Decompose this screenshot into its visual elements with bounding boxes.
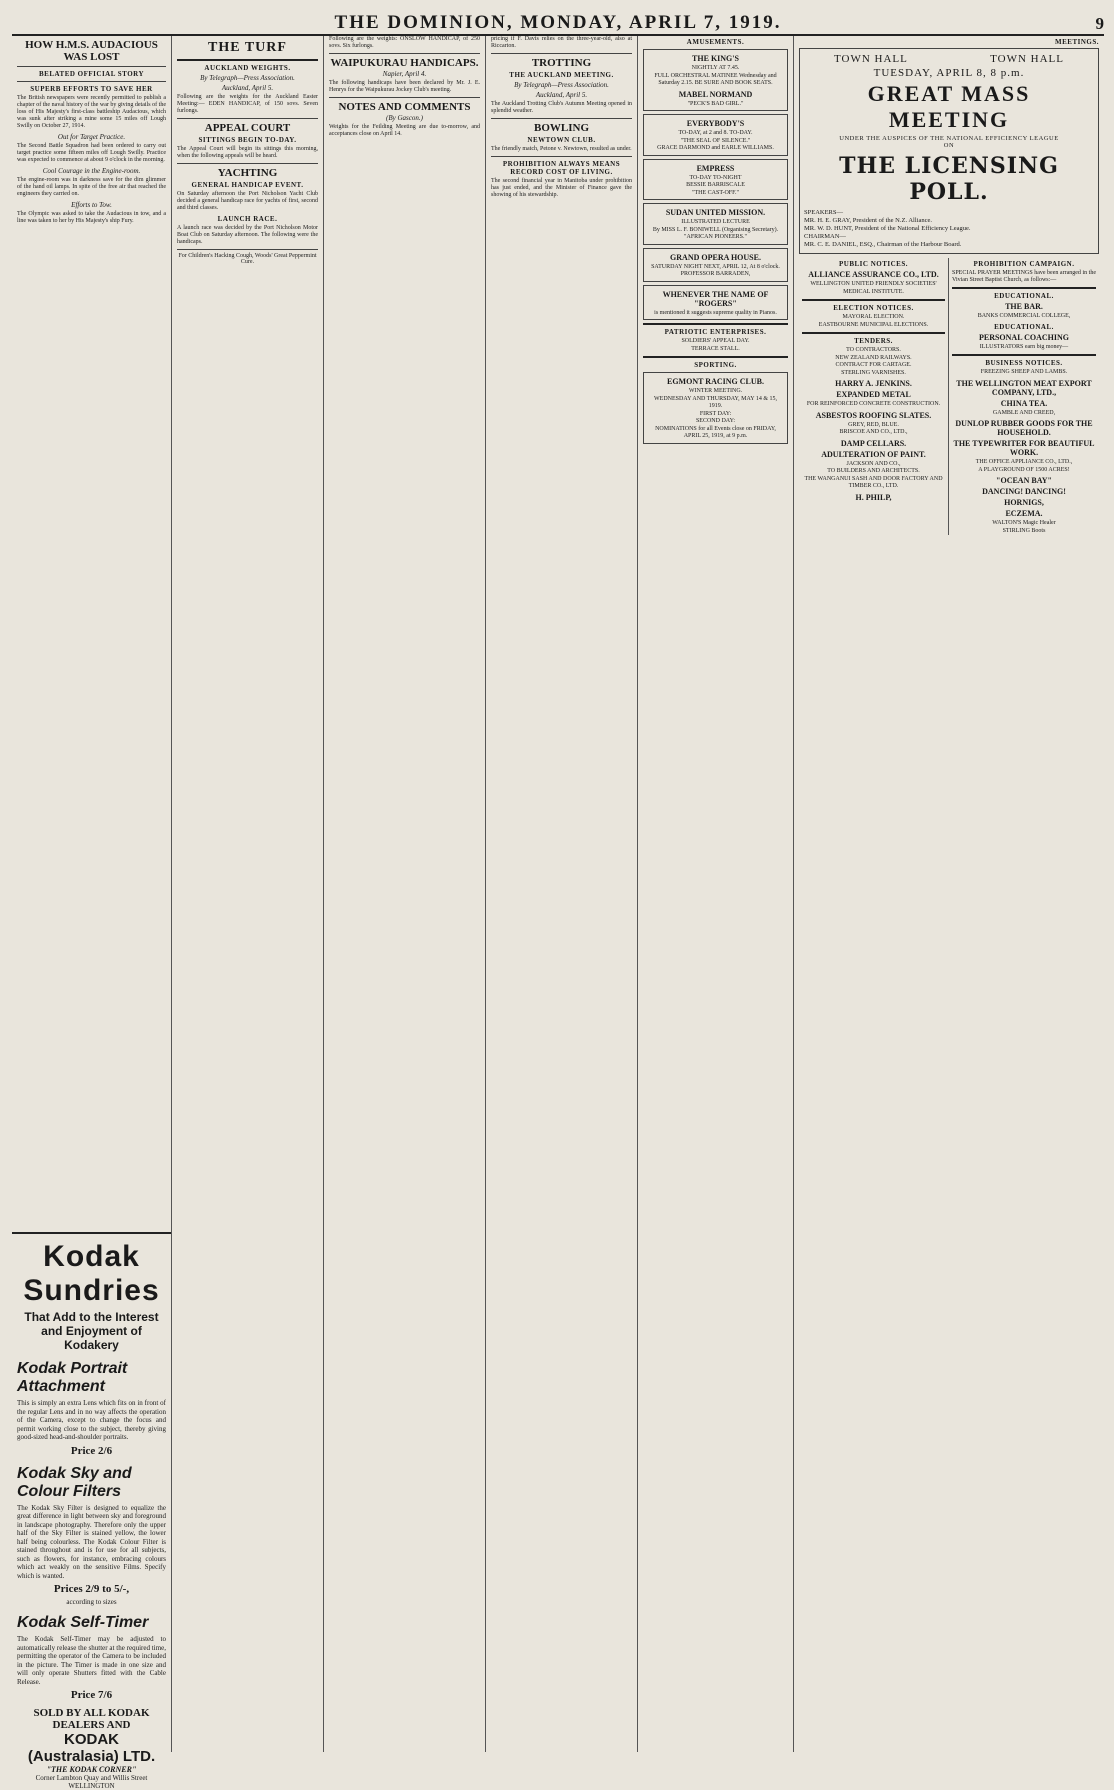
kodak-item-2-price: Prices 2/9 to 5/-, (53, 1583, 130, 1595)
yachting-headline: YACHTING (217, 167, 278, 179)
everybodys-title: EVERYBODY'S (686, 119, 745, 128)
meetings-label: MEETINGS. (1055, 38, 1099, 46)
educational-head-2: EDUCATIONAL. (994, 322, 1054, 331)
asbestos-slates-sub: GREY, RED, BLUE. (848, 421, 899, 428)
kodak-item-1-title: Kodak Portrait Attachment (17, 1360, 128, 1395)
damp-cellars: DAMP CELLARS. (840, 438, 907, 448)
prohibition-campaign-head: PROHIBITION CAMPAIGN. (973, 260, 1075, 268)
kings-star: MABEL NORMAND (678, 89, 753, 99)
opera-title: GRAND OPERA HOUSE. (670, 252, 761, 262)
jackson-co: JACKSON AND CO., (846, 460, 901, 467)
illustrators: ILLUSTRATORS earn big money— (979, 343, 1069, 350)
patriotic-sub-2: TERRACE STALL. (691, 345, 740, 352)
turf-headline: THE TURF (208, 40, 287, 55)
kings-theatre-ad (643, 49, 788, 111)
weights-cont-body: Following are the weights: ONSLOW HANDICAP, of 250 sovs. Six furlongs. (329, 36, 480, 49)
rogers-body: is mentioned it suggests supreme quality in Pianos. (654, 309, 777, 316)
sterling-varnishes: STERLING VARNISHES. (841, 369, 906, 376)
notes-cont-body: pricing if F. Davis relies on the three-year-old, also at Riccarton. (491, 36, 632, 49)
kodak-item-1-price: Price 2/6 (70, 1444, 113, 1457)
expanded-metal: EXPANDED METAL (836, 390, 911, 399)
everybodys-body: TO-DAY, at 2 and 8. TO-DAY. (678, 130, 753, 136)
waipukurau-body: The following handicaps have been declared by Mr. J. E. Henrys for the Waipukurau Jockey Club's meeting. (329, 80, 480, 93)
asbestos-slates: ASBESTOS ROOFING SLATES. (815, 410, 932, 420)
meeting-date: TUESDAY, APRIL 8, 8 p.m. (873, 67, 1025, 79)
wuf-medical: WELLINGTON UNITED FRIENDLY SOCIETIES' MEDICAL INSTITUTE. (810, 281, 937, 295)
appeal-court-sub: SITTINGS BEGIN TO-DAY. (198, 136, 297, 144)
turf-sec-1: AUCKLAND WEIGHTS. (204, 64, 291, 72)
trotting-sub: THE AUCKLAND MEETING. (509, 71, 614, 79)
china-tea: CHINA TEA. (1000, 398, 1048, 408)
the-bar: THE BAR. (1005, 302, 1043, 311)
adulteration-paint: ADULTERATION OF PAINT. (821, 449, 926, 459)
column-2 (172, 36, 324, 1752)
everybodys-ad (643, 114, 788, 156)
opera-house-ad (643, 248, 788, 282)
office-appliance: THE OFFICE APPLIANCE CO., LTD., (975, 459, 1073, 465)
bowling-body: The friendly match, Petone v. Newtown, resulted as under. (491, 146, 632, 152)
egmont-first-day: FIRST DAY: (699, 410, 732, 417)
meeting-title: GREAT MASS MEETING (867, 81, 1031, 132)
audacious-subhead: SUPERB EFFORTS TO SAVE HER (30, 85, 153, 93)
appeal-court-headline: APPEAL COURT (204, 122, 291, 134)
kodak-address-2: WELLINGTON (68, 1782, 115, 1790)
trotting-body: The Auckland Trotting Club's Autumn Meeting opened in splendid weather. (491, 101, 632, 114)
expanded-metal-sub: FOR REINFORCED CONCRETE CONSTRUCTION. (806, 401, 941, 407)
empress-star: BESSIE BARRISCALE (686, 182, 745, 188)
empress-sub: TO-DAY TO-NIGHT (689, 174, 742, 181)
column-6-left (799, 258, 949, 535)
audacious-sub-2: Cool Courage in the Engine-room. (42, 167, 141, 175)
kodak-item-2-price-note: according to sizes (66, 1598, 117, 1606)
prohibition-cost-body: The second financial year in Manitoba under prohibition has just ended, and the Minister of Finance gave the showing of his stewardship. (491, 178, 632, 198)
egmont-footnote: NOMINATIONS for all Events close on FRIDAY, APRIL 25, 1919, at 9 p.m. (655, 425, 776, 439)
trotting-by: By Telegraph—Press Association. (514, 81, 609, 89)
column-6-subcolumns (799, 258, 1099, 535)
appeal-court-body: The Appeal Court will begin its sittings this morning, when the following appeals will be heard. (177, 146, 318, 159)
audacious-body-3: The engine-room was in darkness save for the dim glimmer of the hand oil lamps. In spite of the free air that reached the engineers they carried on. (17, 177, 166, 197)
rogers-pianos-ad (643, 285, 788, 321)
rogers-title: WHENEVER THE NAME OF "ROGERS" (662, 289, 769, 308)
eastbourne-elections: EASTBOURNE MUNICIPAL ELECTIONS. (818, 321, 929, 328)
woods-cure-ad: For Children's Hacking Cough, Woods' Great Peppermint Cure. (178, 253, 317, 265)
empress-ad (643, 159, 788, 201)
column-1 (12, 36, 172, 1790)
column-5 (638, 36, 794, 1752)
mayoral-election: MAYORAL ELECTION. (842, 314, 905, 320)
column-4 (486, 36, 638, 1752)
turf-sec-1-dateline: Auckland, April 5. (221, 84, 274, 92)
audacious-kicker: BELATED OFFICIAL STORY (38, 70, 145, 78)
prohibition-cost-headline: PROHIBITION ALWAYS MEANS RECORD COST OF LIVING. (502, 160, 621, 176)
meeting-town-left: TOWN HALL (834, 53, 908, 65)
kings-feature: "PECK'S BAD GIRL." (687, 100, 744, 107)
audacious-body-2: The Second Battle Squadron had been ordered to carry out target practice some fifteen miles off Lough Swilly. Practice was expected to commence at about 9 o'clock in the morning. (17, 143, 166, 163)
trotting-dateline: Auckland, April 5. (535, 91, 588, 99)
opera-star: PROFESSOR BARRADEN, (680, 271, 751, 277)
stirling-boots: STIRLING Boots (1002, 527, 1046, 534)
eczema: ECZEMA. (1005, 509, 1043, 518)
meat-export: THE WELLINGTON MEAT EXPORT COMPANY, LTD., (956, 378, 1092, 397)
column-6 (794, 36, 1104, 1752)
alliance-assurance: ALLIANCE ASSURANCE CO., LTD. (808, 270, 939, 279)
egmont-dates: WEDNESDAY AND THURSDAY, MAY 14 & 15, 1919. (653, 395, 778, 409)
everybodys-feature: "THE SEAL OF SILENCE." (680, 137, 751, 144)
kodak-subtitle: That Add to the Interest and Enjoyment of Kodakery (24, 1310, 159, 1352)
kodak-item-3-body: The Kodak Self-Timer may be adjusted to automatically release the shutter at the required time, permitting the operator of the Camera to be included in the picture. The Timer is made in one size and will only operate Shutters fitted with the Cable Release. (17, 1635, 166, 1686)
amusements-head: AMUSEMENTS. (686, 38, 745, 46)
kodak-advertisement (12, 1232, 171, 1790)
kings-title: THE KING'S (692, 54, 739, 63)
to-contractors: TO CONTRACTORS. (846, 347, 901, 353)
bowling-sub: NEWTOWN CLUB. (527, 136, 596, 144)
masthead-title: THE DOMINION, MONDAY, APRIL 7, 1919. (334, 12, 782, 33)
trotting-headline: TROTTING (531, 57, 592, 69)
notes-body: Weights for the Feilding Meeting are due to-morrow, and acceptances close on April 14. (329, 124, 480, 137)
personal-coaching: PERSONAL COACHING (978, 332, 1069, 342)
notes-by: (By Gascon.) (386, 114, 423, 122)
contract-cartage: CONTRACT FOR CARTAGE. (835, 362, 912, 368)
kodak-item-2-title: Kodak Sky and Colour Filters (17, 1464, 132, 1500)
patriotic-head: PATRIOTIC ENTERPRISES. (664, 328, 767, 336)
typewriter: THE TYPEWRITER FOR BEAUTIFUL WORK. (953, 439, 1095, 457)
mass-meeting-ad (799, 48, 1099, 254)
audacious-sub-1: Out for Target Practice. (57, 133, 126, 141)
freezing-sheep: FREEZING SHEEP AND LAMBS. (980, 369, 1068, 375)
sudan-mission-ad (643, 203, 788, 245)
yachting-body: On Saturday afternoon the Port Nicholson Yacht Club decided a general handicap race for yachts of first, second and third classes. (177, 191, 318, 211)
meeting-town-right: TOWN HALL (990, 53, 1064, 65)
waltons-healer: WALTON'S Magic Healer (992, 520, 1056, 526)
masthead (12, 8, 1104, 36)
kodak-item-3-price: Price 7/6 (70, 1689, 113, 1701)
educational-head: EDUCATIONAL. (994, 292, 1054, 300)
egmont-sub: WINTER MEETING. (688, 388, 743, 394)
turf-sec-1-body: Following are the weights for the Auckland Easter Meeting:— EDEN HANDICAP, of 150 sovs. Seven furlongs. (177, 94, 318, 114)
empress-title: EMPRESS (696, 163, 735, 173)
opera-body: SATURDAY NIGHT NEXT, APRIL 12, At 8 o'clock. (651, 263, 780, 270)
bowling-headline: BOWLING (533, 122, 589, 134)
page-number: 9 (1095, 14, 1104, 33)
everybodys-star: GRACE DARMOND and EARLE WILLIAMS. (657, 145, 774, 151)
turf-sec-1-by: By Telegraph—Press Association. (200, 74, 295, 82)
ocean-bay: "OCEAN BAY" (996, 476, 1052, 485)
hornigs: HORNIGS, (1004, 498, 1044, 507)
column-6-right (949, 258, 1099, 535)
audacious-body-4: The Olympic was asked to take the Audacious in tow, and a line was taken to her by His Majesty's ship Fury. (17, 211, 166, 224)
tenders-head: TENDERS. (854, 337, 893, 345)
public-notices-head: PUBLIC NOTICES. (839, 260, 908, 268)
briscoe: BRISCOE AND CO., LTD., (839, 429, 908, 435)
business-notices-head: BUSINESS NOTICES. (985, 359, 1063, 367)
waipukurau-dateline: Napier, April 4. (382, 70, 427, 78)
sporting-head: SPORTING. (694, 361, 737, 369)
prayer-meetings: SPECIAL PRAYER MEETINGS have been arranged in the Vivian Street Baptist Church, as follows:— (952, 270, 1096, 283)
h-philp: H. PHILP, (855, 492, 892, 502)
kodak-sold-by: SOLD BY ALL KODAK DEALERS AND (33, 1707, 150, 1731)
gamble-creed: GAMBLE AND CREED, (992, 409, 1056, 416)
columns (12, 36, 1104, 1790)
dancing: DANCING! DANCING! (982, 487, 1066, 496)
dunlop-rubber: DUNLOP RUBBER GOODS FOR THE HOUSEHOLD. (955, 419, 1093, 437)
kings-sub: NIGHTLY AT 7.45. (691, 65, 740, 71)
patriotic-sub: SOLDIERS' APPEAL DAY. (681, 338, 750, 344)
audacious-body-1: The British newspapers were recently permitted to publish a chapter of the naval history of the war by giving details of the loss of His Majesty's first-class battleship Audacious, which was sunk after striking a mine some 15 miles off Lough Swilly on October 27, 1914. (17, 95, 166, 129)
launch-race-body: A launch race was decided by the Port Nicholson Motor Boat Club on Saturday afternoon. The following were the handicaps. (177, 225, 318, 245)
election-notices-head: ELECTION NOTICES. (833, 304, 914, 312)
harry-jenkins: HARRY A. JENKINS. (835, 379, 912, 388)
sudan-sub: ILLUSTRATED LECTURE (681, 219, 750, 225)
empress-feature: "THE CAST-OFF." (692, 189, 739, 196)
sudan-body: By MISS L. F. BONIWELL (Organising Secretary). "AFRICAN PIONEERS." (652, 226, 779, 240)
egmont-racing-ad (643, 372, 788, 444)
kodak-item-3-title: Kodak Self-Timer (17, 1614, 149, 1631)
kodak-address-1: Corner Lambton Quay and Willis Street (35, 1774, 148, 1782)
meeting-speaker-2: MR. W. D. HUNT, President of the National Efficiency League. (804, 225, 971, 232)
meeting-poll: THE LICENSING POLL. (839, 153, 1059, 205)
to-builders: TO BUILDERS AND ARCHITECTS. (827, 468, 920, 474)
wanganui-sash: THE WANGANUI SASH AND DOOR FACTORY AND TIMBER CO., LTD. (804, 475, 943, 489)
egmont-second-day: SECOND DAY: (695, 418, 736, 424)
audacious-sub-3: Efforts to Tow. (71, 201, 112, 209)
egmont-title: EGMONT RACING CLUB. (667, 377, 764, 386)
meeting-chair-label: CHAIRMAN— (804, 233, 846, 240)
meeting-on: ON (943, 142, 955, 149)
audacious-headline: HOW H.M.S. AUDACIOUS WAS LOST (25, 39, 158, 63)
meeting-speaker-1: MR. H. E. GRAY, President of the N.Z. Alliance. (804, 217, 933, 224)
kodak-title: Kodak Sundries (23, 1240, 160, 1307)
launch-race-head: LAUNCH RACE. (217, 215, 278, 223)
nz-railways: NEW ZEALAND RAILWAYS. (835, 354, 912, 361)
banks-college: BANKS COMMERCIAL COLLEGE, (977, 313, 1071, 319)
meeting-chair-name: MR. C. E. DANIEL, ESQ., Chairman of the Harbour Board. (804, 241, 962, 248)
yachting-sub: GENERAL HANDICAP EVENT. (191, 181, 304, 189)
waipukurau-headline: WAIPUKURAU HANDICAPS. (330, 57, 479, 69)
kodak-company: KODAK (Australasia) LTD. (27, 1731, 156, 1765)
meeting-speakers-label: SPEAKERS— (804, 209, 844, 216)
sudan-title: SUDAN UNITED MISSION. (665, 208, 766, 217)
meeting-auspices: UNDER THE AUSPICES OF THE NATIONAL EFFICIENCY LEAGUE (839, 135, 1059, 142)
kodak-corner: "THE KODAK CORNER" (46, 1765, 137, 1774)
kings-body: FULL ORCHESTRAL MATINEE Wednesday and Saturday 2.15. BE SURE AND BOOK SEATS. (654, 72, 777, 86)
notes-headline: NOTES AND COMMENTS (338, 101, 471, 113)
kodak-item-1-body: This is simply an extra Lens which fits on in front of the regular Lens and in no way affects the operation of the Camera, except to change the focus and permit working close to the subject, thereby giving good-sized head-and-shoulder portraits. (17, 1399, 166, 1441)
column-3 (324, 36, 486, 1752)
playground: A PLAYGROUND OF 1500 ACRES! (978, 466, 1070, 473)
kodak-item-2-body: The Kodak Sky Filter is designed to equalize the great difference in light between sky and foreground in landscape photography. Therefore only the upper half of the Sky Filter is stained yellow, the lower half being colourless. The Kodak Colour Filter is stained throughout and is for use for all subjects, such as flowers, for instance, embracing colours which act weakly on the sensitive Films. Specify which is wanted. (17, 1503, 166, 1580)
